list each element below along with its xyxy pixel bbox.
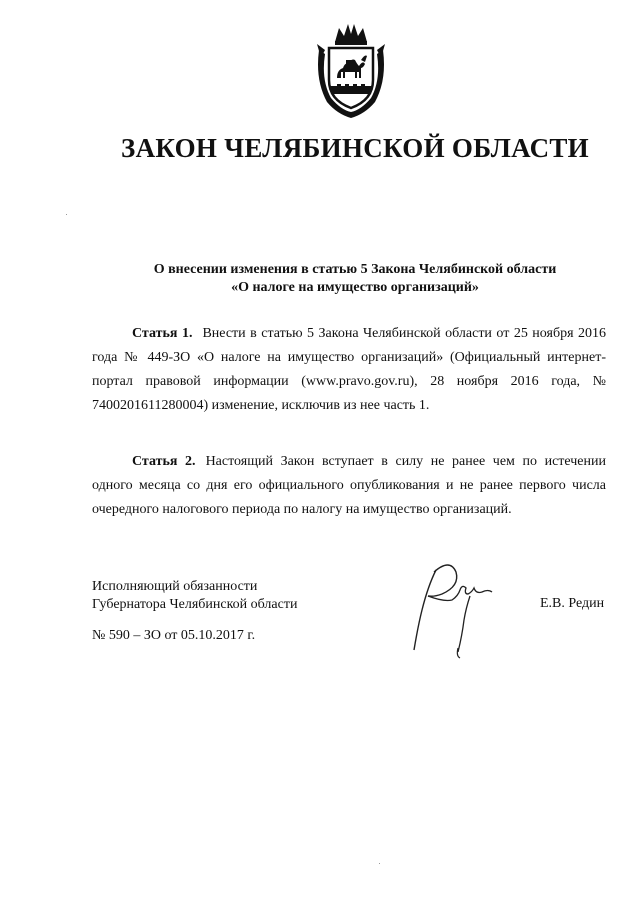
document-subject (0, 261, 640, 297)
subject-line-2: «О налоге на имущество организаций» (231, 280, 479, 295)
article-2-label: Статья 2. (132, 454, 196, 469)
article-2 (92, 450, 606, 522)
handwritten-signature-icon (398, 556, 510, 668)
signer-position-line-2: Губернатора Челябинской области (92, 597, 298, 612)
subject-line-1: О внесении изменения в статью 5 Закона Челябинской области (153, 262, 557, 277)
article-2-text: Настоящий Закон вступает в силу не ранее чем по истечении одного месяца со дня его официального опубликования и не ранее первого числа очередного налогового периода по налогу на имущество организаций. (92, 454, 606, 517)
signer-position-line-1: Исполняющий обязанности (92, 579, 258, 594)
coat-of-arms-icon (313, 20, 389, 120)
document-title: ЗАКОН ЧЕЛЯБИНСКОЙ ОБЛАСТИ (121, 133, 589, 163)
scan-speck (379, 863, 380, 864)
signer-position (92, 578, 297, 614)
article-1-label: Статья 1. (132, 326, 193, 341)
law-number: № 590 – ЗО от 05.10.2017 г. (92, 628, 256, 643)
scan-speck (66, 214, 67, 215)
signer-name: Е.В. Редин (540, 596, 605, 611)
article-1-text: Внести в статью 5 Закона Челябинской области от 25 ноября 2016 года № 449-ЗО «О налоге на имущество организаций» (Официальный интернет-портал правовой информации (www.pravo.gov.ru), 28 ноября 2016 года, № 7400201611280004) изменение, исключив из нее часть 1. (92, 326, 606, 413)
article-1 (92, 322, 606, 418)
